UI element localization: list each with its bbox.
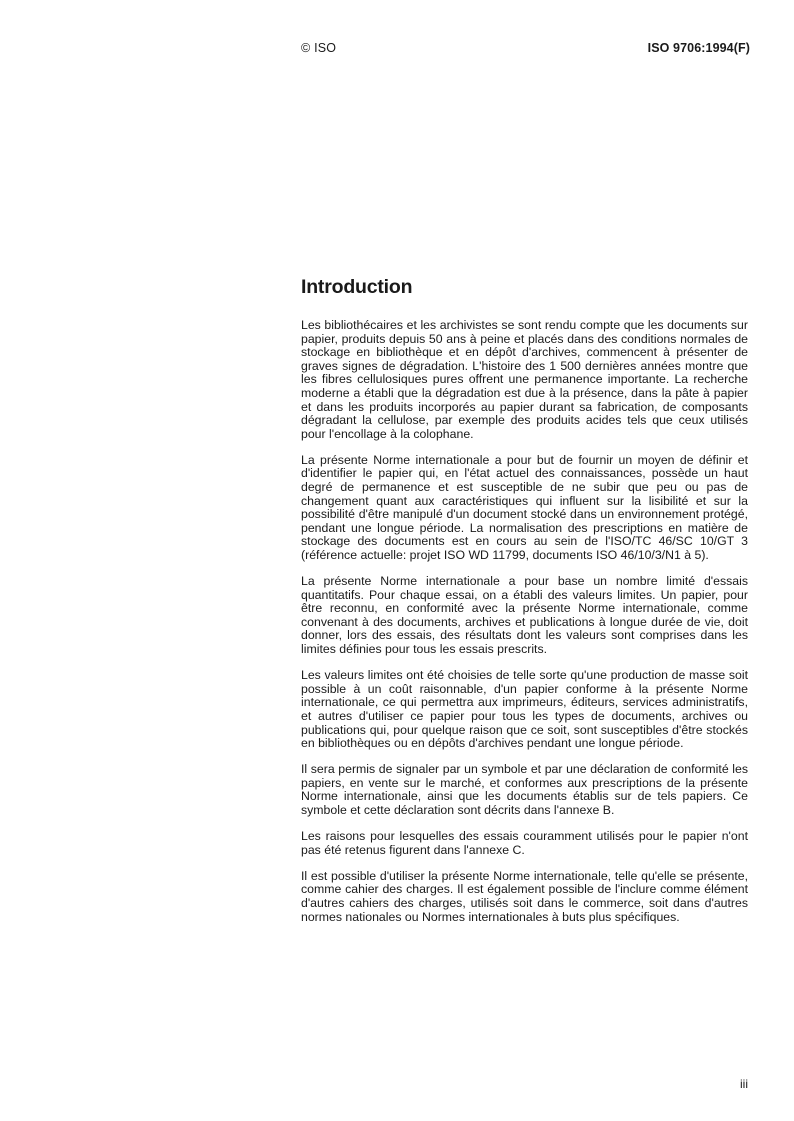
paragraph-4: Les valeurs limites ont été choisies de telle sorte qu'une production de masse soit possible à un coût raisonnable, d'un papier conforme à la présente Norme internationale, ce qui permettra aux imprimeurs, éditeurs, services administratifs, et autres d'utiliser ce papier pour tous les types de documents, archives ou publications qui, pour quelque raison que ce soit, sont susceptibles d'être stockés en bibliothèques ou en dépôts d'archives pendant une longue période. (301, 668, 748, 751)
paragraph-5: Il sera permis de signaler par un symbole et par une déclaration de conformité les papiers, en vente sur le marché, et conformes aux prescriptions de la présente Norme internationale, ainsi que les documents établis sur de tels papiers. Ce symbole et cette déclaration sont décrits dans l'annexe B. (301, 762, 748, 817)
page-number: iii (740, 1077, 748, 1091)
introduction-body (301, 319, 748, 937)
paragraph-6: Les raisons pour lesquelles des essais couramment utilisés pour le papier n'ont pas été retenus figurent dans l'annexe C. (301, 829, 748, 857)
paragraph-3: La présente Norme internationale a pour base un nombre limité d'essais quantitatifs. Pour chaque essai, on a établi des valeurs limites. Un papier, pour être reconnu, en conformité avec la présente Norme internationale, comme convenant à des documents, archives et publications à longue durée de vie, doit donner, lors des essais, des résultats dont les valeurs sont comprises dans les limites définies pour tous les essais prescrits. (301, 574, 748, 657)
section-title: Introduction (301, 276, 413, 298)
paragraph-1: Les bibliothécaires et les archivistes se sont rendu compte que les documents sur papier, produits depuis 50 ans à peine et placés dans des conditions normales de stockage en bibliothèque et en dépôt d'archives, commencent à présenter de graves signes de dégradation. L'histoire des 1 500 dernières années montre que les fibres cellulosiques pures offrent une permanence importante. La recherche moderne a établi que la dégradation est due à la présence, dans la pâte à papier et dans les produits incorporés au papier durant sa fabrication, de composants dégradant la cellulose, par exemple des produits acides tels que ceux utilisés pour l'encollage à la colophane. (301, 318, 748, 441)
paragraph-7: Il est possible d'utiliser la présente Norme internationale, telle qu'elle se présente, comme cahier des charges. Il est également possible de l'inclure comme élément d'autres cahiers des charges, utilisés soit dans le commerce, soit dans d'autres normes nationales ou Normes internationales à buts plus spécifiques. (301, 868, 748, 924)
header-copyright: © ISO (301, 41, 337, 55)
header-document-id: ISO 9706:1994(F) (647, 41, 750, 55)
paragraph-2: La présente Norme internationale a pour but de fournir un moyen de définir et d'identifier le papier qui, en l'état actuel des connaissances, possède un haut degré de permanence et est susceptible de ne subir que peu ou pas de changement quant aux caractéristiques qui influent sur la lisibilité et sur la possibilité d'être manipulé d'un document stocké dans un environnement protégé, pendant une longue période. La normalisation des prescriptions en matière de stockage des documents est en cours au sein de l'ISO/TC 46/SC 10/GT 3 (référence actuelle: projet ISO WD 11799, documents ISO 46/10/3/N1 à 5). (301, 452, 748, 562)
